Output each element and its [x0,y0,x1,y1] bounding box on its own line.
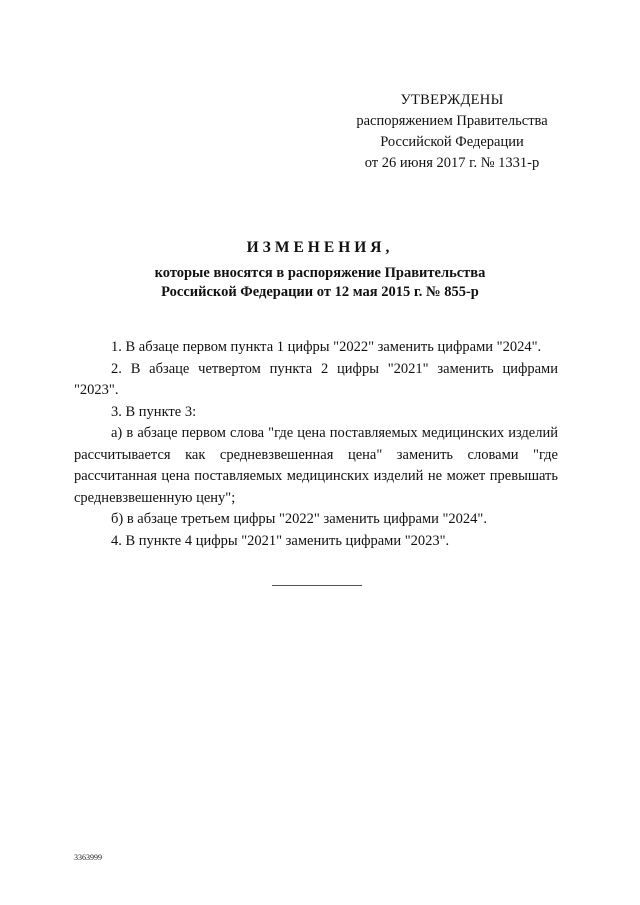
paragraph-3a: а) в абзаце первом слова "где цена поставляемых медицинских изделий рассчитывается как средневзвешенная цена" заменить словами "где рассчитанная цена поставляемых медицинских изделий не может превышать средневзвешенную цену"; [74,425,558,506]
paragraph-3: 3. В пункте 3: [111,403,197,420]
paragraph-4: 4. В пункте 4 цифры "2021" заменить цифрами "2023". [111,532,450,549]
end-divider [272,585,362,586]
subtitle-line-1: которые вносятся в распоряжение Правительства [154,265,486,281]
document-subtitle [120,264,520,302]
approval-line-2: Российской Федерации [380,134,524,150]
approval-line-3: от 26 июня 2017 г. № 1331-р [364,155,540,171]
subtitle-line-2: Российской Федерации от 12 мая 2015 г. № 855-р [161,284,479,300]
approval-heading: УТВЕРЖДЕНЫ [400,92,504,108]
paragraph-3b: б) в абзаце третьем цифры "2022" заменить цифрами "2024". [111,511,487,527]
document-body [74,337,558,552]
paragraph-1: 1. В абзаце первом пункта 1 цифры "2022" заменить цифрами "2024". [111,339,542,355]
approval-block [338,90,566,174]
document-number: 3363999 [74,853,102,862]
approval-line-1: распоряжением Правительства [356,113,548,129]
paragraph-2: 2. В абзаце четвертом пункта 2 цифры "2021" заменить цифрами "2023". [74,360,558,398]
document-title: ИЗМЕНЕНИЯ, [246,239,394,256]
